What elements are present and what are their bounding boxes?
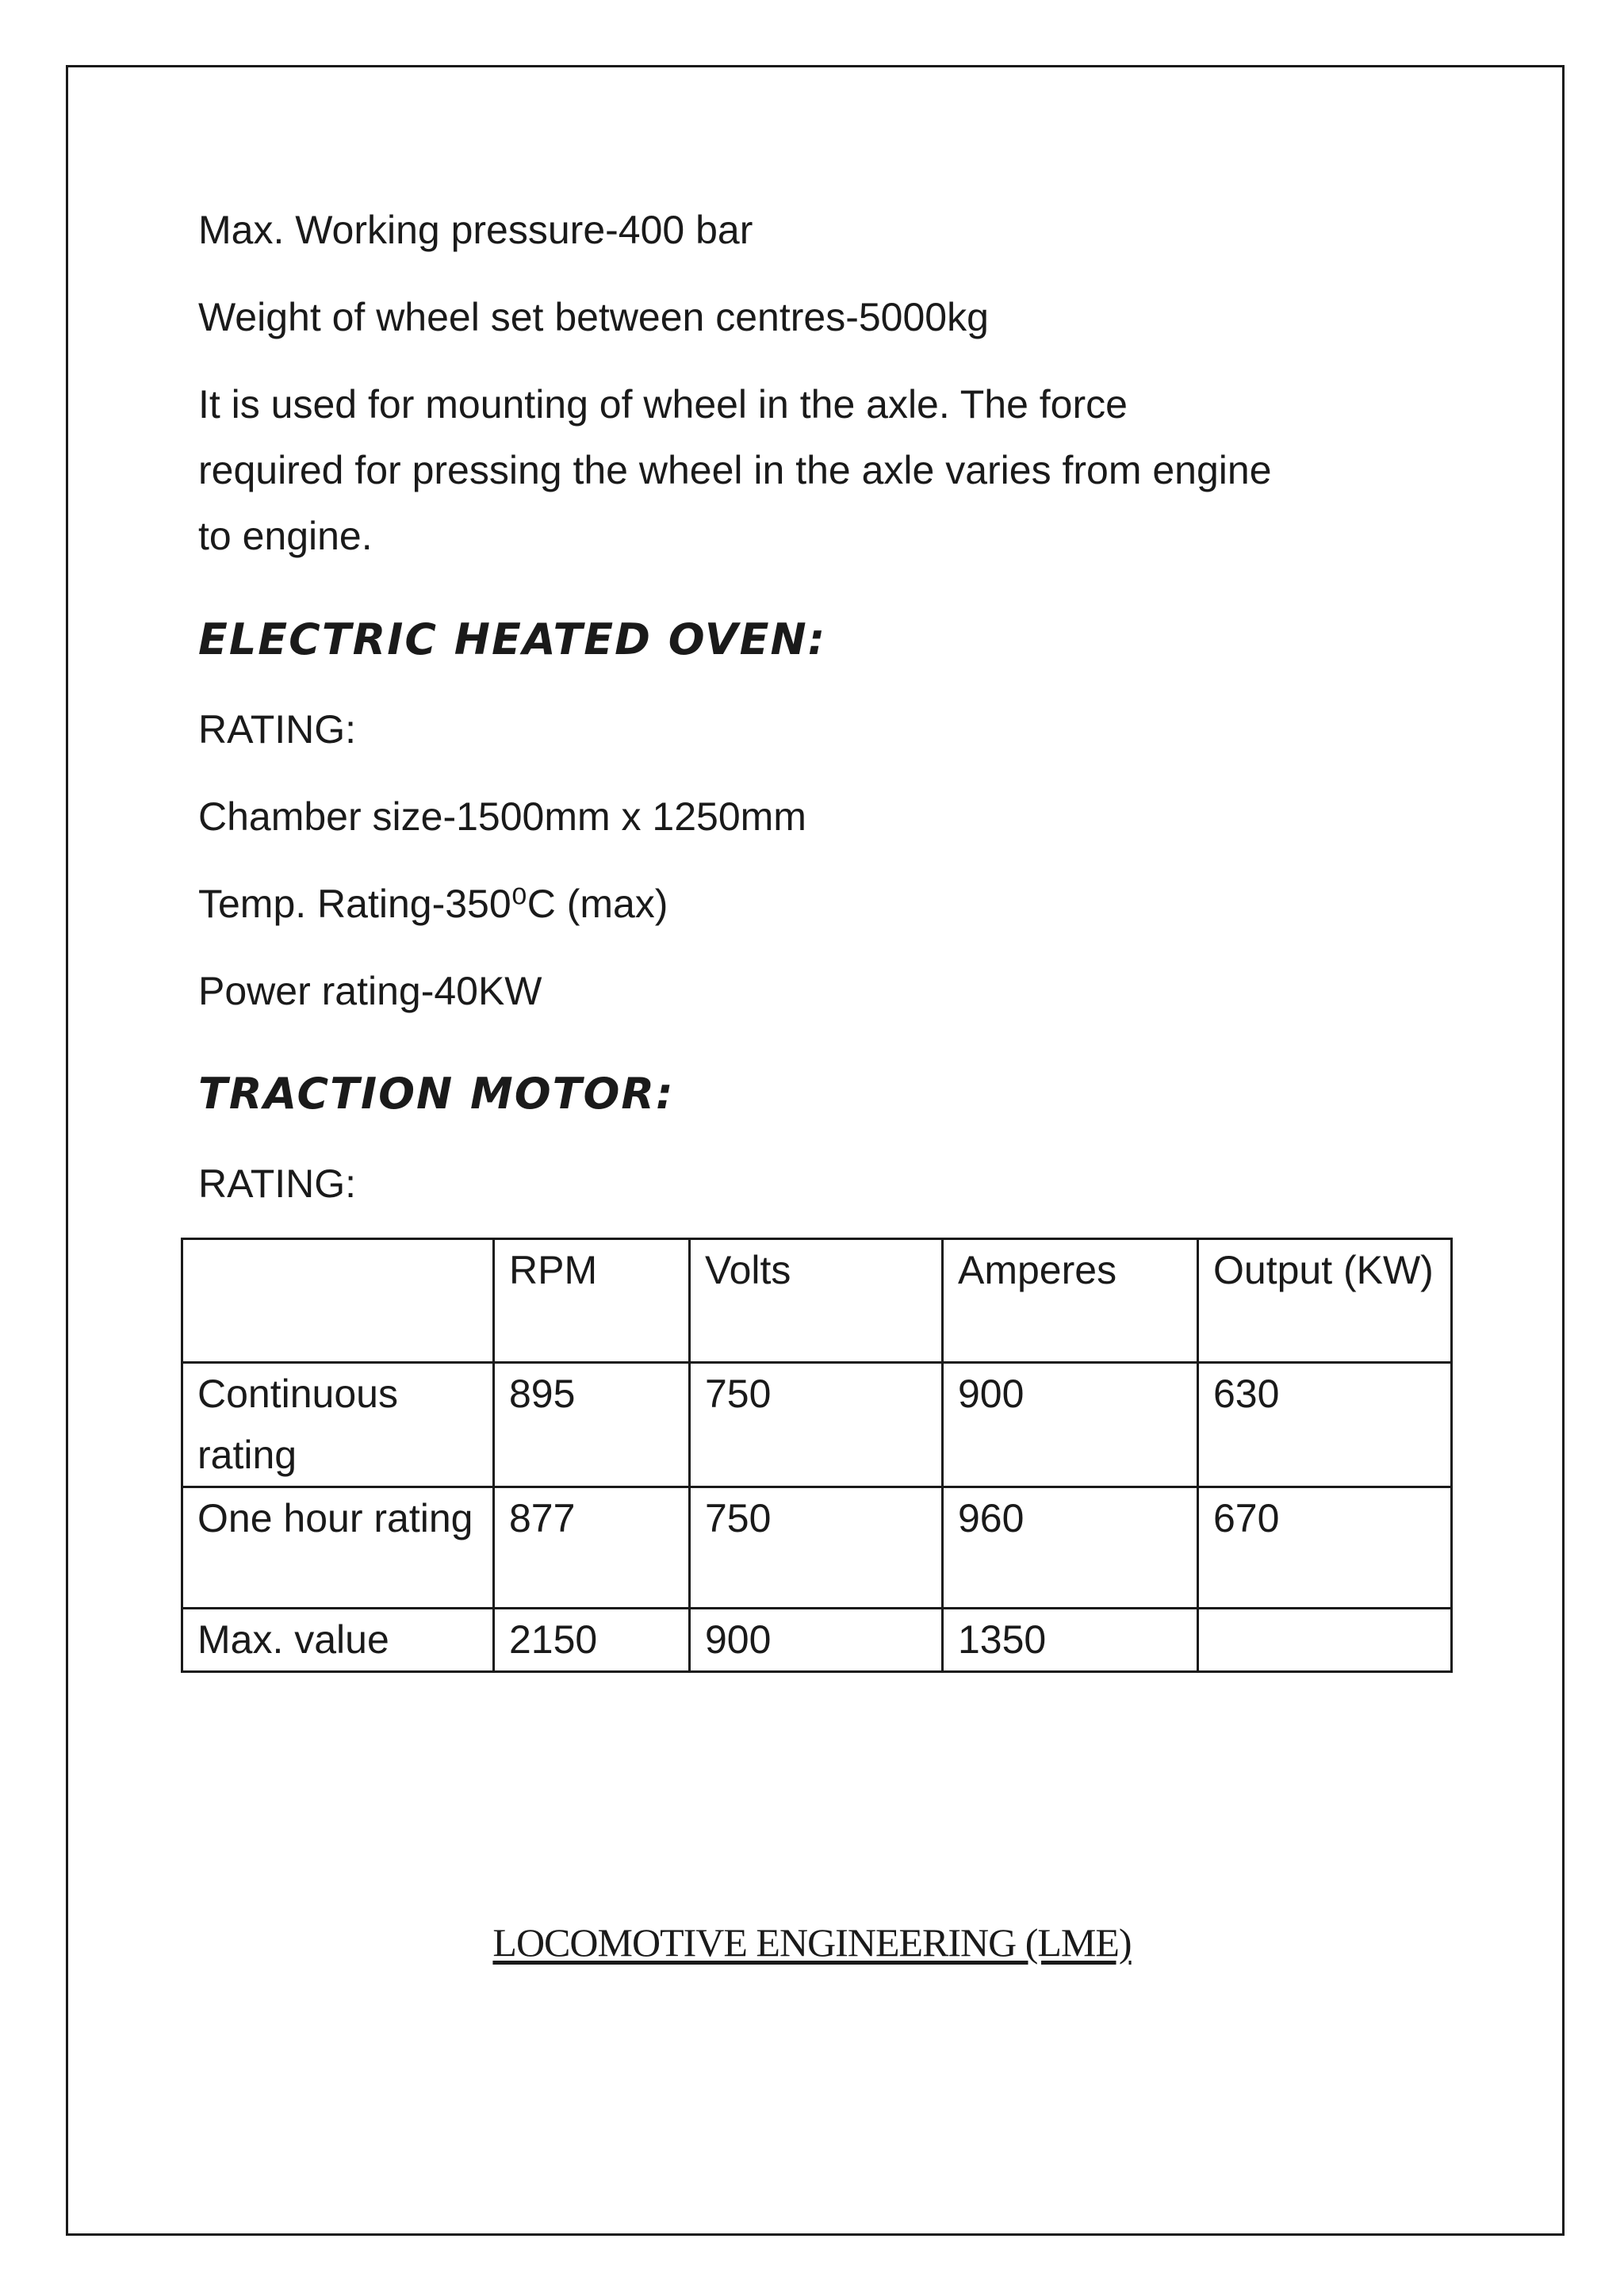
table-header-cell: Volts — [690, 1239, 943, 1363]
table-cell: 1350 — [943, 1609, 1198, 1672]
table-header-cell — [182, 1239, 494, 1363]
table-header-cell: Amperes — [943, 1239, 1198, 1363]
table-row — [182, 1487, 1452, 1609]
table-cell — [1198, 1609, 1452, 1672]
table-header-cell: Output (KW) — [1198, 1239, 1452, 1363]
table-cell: 900 — [690, 1609, 943, 1672]
max-working-pressure: Max. Working pressure-400 bar — [198, 208, 753, 252]
oven-power-rating: Power rating-40KW — [198, 969, 542, 1013]
motor-rating-label: RATING: — [198, 1161, 357, 1206]
table-cell: 900 — [943, 1363, 1198, 1487]
table-header-cell: RPM — [494, 1239, 690, 1363]
table-cell: 877 — [494, 1487, 690, 1609]
table-cell: Continuous rating — [182, 1363, 494, 1487]
table-row — [182, 1363, 1452, 1487]
table-header-row — [182, 1239, 1452, 1363]
oven-chamber-size: Chamber size-1500mm x 1250mm — [198, 794, 806, 839]
table-cell: 630 — [1198, 1363, 1452, 1487]
table-cell: 895 — [494, 1363, 690, 1487]
traction-motor-rating-table — [181, 1238, 1453, 1673]
description-line-1: It is used for mounting of wheel in the axle. The force — [198, 382, 1128, 427]
table-cell: Max. value — [182, 1609, 494, 1672]
motor-heading: TRACTION MOTOR: — [198, 1069, 675, 1119]
table-cell: 960 — [943, 1487, 1198, 1609]
description-line-2: required for pressing the wheel in the axle varies from engine — [198, 448, 1272, 492]
table-cell: One hour rating — [182, 1487, 494, 1609]
table-cell: 2150 — [494, 1609, 690, 1672]
oven-temp-rating: Temp. Rating-350⁰C (max) — [198, 882, 668, 926]
table-cell: 670 — [1198, 1487, 1452, 1609]
table-row — [182, 1609, 1452, 1672]
page-footer: LOCOMOTIVE ENGINEERING (LME) — [492, 1920, 1132, 1965]
table-cell: 750 — [690, 1487, 943, 1609]
oven-heading: ELECTRIC HEATED OVEN: — [198, 614, 827, 664]
wheel-set-weight: Weight of wheel set between centres-5000kg — [198, 295, 989, 339]
table-cell: 750 — [690, 1363, 943, 1487]
description-line-3: to engine. — [198, 514, 373, 558]
oven-rating-label: RATING: — [198, 707, 357, 752]
